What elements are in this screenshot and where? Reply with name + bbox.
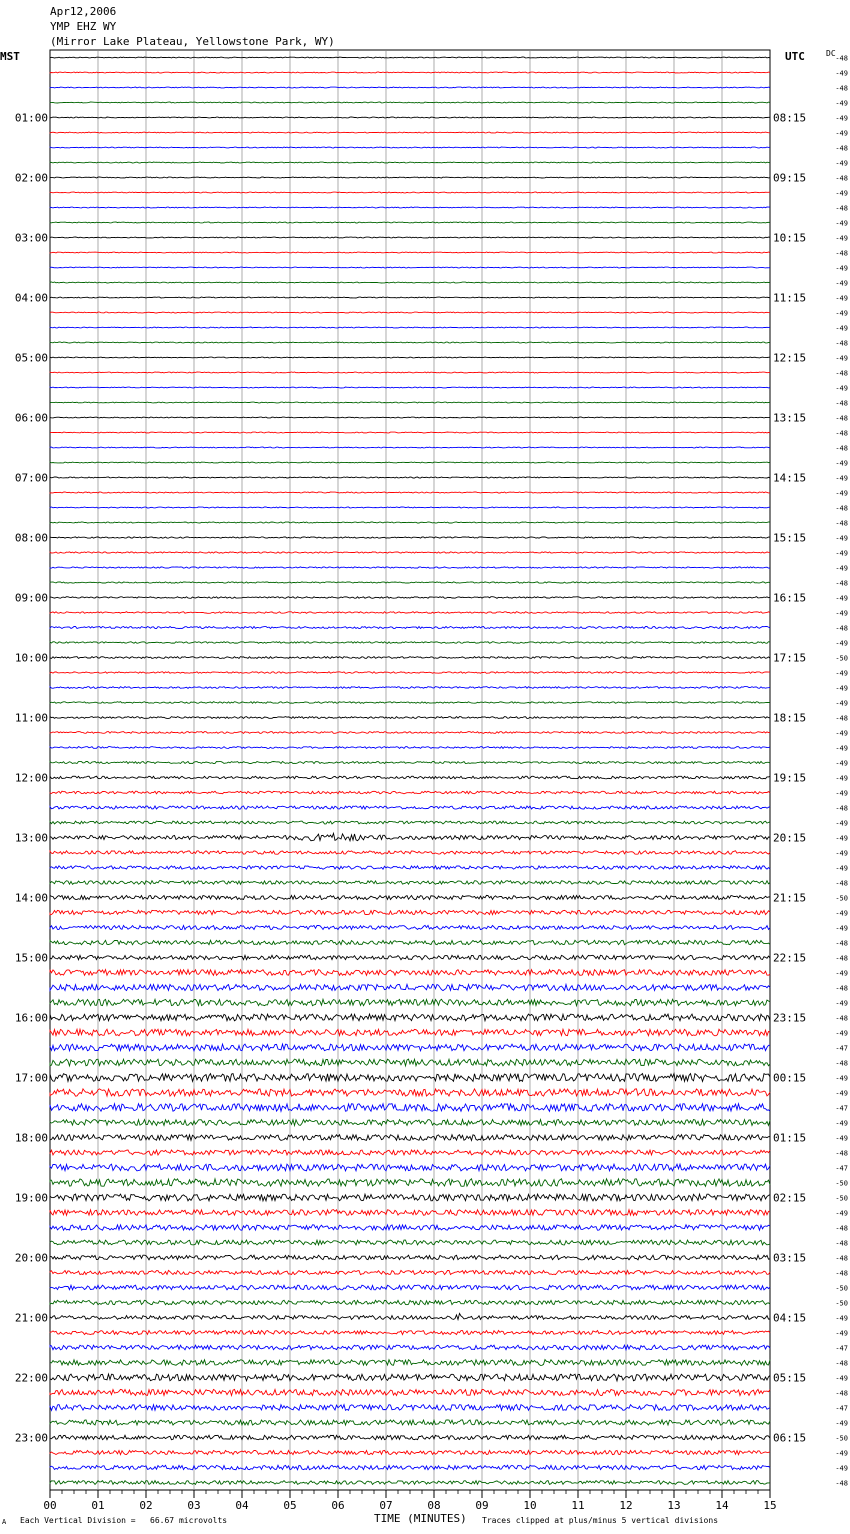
- dc-offset-label: -50: [835, 1284, 848, 1293]
- mst-hour-label: 21:00: [14, 1311, 48, 1325]
- mst-hour-label: 23:00: [14, 1431, 48, 1445]
- x-tick-label: 05: [283, 1499, 297, 1512]
- mst-hour-label: 13:00: [14, 831, 48, 845]
- dc-offset-label: -49: [835, 774, 848, 783]
- dc-offset-label: -48: [835, 714, 848, 723]
- corner-mark: A: [2, 1518, 7, 1526]
- dc-offset-label: -48: [835, 624, 848, 633]
- mst-hour-label: 07:00: [14, 471, 48, 485]
- dc-offset-label: -49: [835, 294, 848, 303]
- seismic-trace: [50, 1389, 770, 1395]
- mst-hour-label: 20:00: [14, 1251, 48, 1265]
- seismic-trace: [50, 1104, 770, 1112]
- dc-offset-label: -48: [835, 879, 848, 888]
- seismic-trace: [50, 477, 770, 478]
- seismic-trace: [50, 132, 770, 133]
- dc-offset-label: -48: [835, 204, 848, 213]
- seismic-trace: [50, 1014, 770, 1021]
- left-timezone-label: MST: [0, 50, 20, 63]
- x-tick-label: 12: [619, 1499, 633, 1512]
- dc-offset-label: -49: [835, 864, 848, 873]
- dc-offset-label: -49: [835, 234, 848, 243]
- dc-offset-label: -49: [835, 1089, 848, 1098]
- dc-offset-label: -49: [835, 264, 848, 273]
- mst-hour-label: 19:00: [14, 1191, 48, 1205]
- dc-offset-label: -50: [835, 1179, 848, 1188]
- utc-hour-label: 02:15: [773, 1191, 807, 1205]
- seismic-trace: [50, 1179, 770, 1187]
- dc-offset-label: -49: [835, 789, 848, 798]
- dc-offset-label: -49: [835, 699, 848, 708]
- seismic-trace: [50, 687, 770, 689]
- seismic-trace: [50, 732, 770, 734]
- seismic-trace: [50, 1360, 770, 1366]
- dc-offset-label: -49: [835, 594, 848, 603]
- seismic-trace: [50, 806, 770, 809]
- dc-offset-label: -48: [835, 144, 848, 153]
- dc-offset-label: -48: [835, 339, 848, 348]
- x-tick-label: 10: [523, 1499, 537, 1512]
- utc-hour-label: 01:15: [773, 1131, 807, 1145]
- dc-offset-label: -49: [835, 474, 848, 483]
- dc-offset-label: -48: [835, 1254, 848, 1263]
- dc-offset-label: -48: [835, 249, 848, 258]
- dc-offset-label: -49: [835, 69, 848, 78]
- seismic-trace: [50, 747, 770, 749]
- mst-hour-label: 10:00: [14, 651, 48, 665]
- x-tick-label: 11: [571, 1499, 585, 1512]
- mst-hour-label: 17:00: [14, 1071, 48, 1085]
- seismic-trace: [50, 102, 770, 103]
- mst-hour-label: 22:00: [14, 1371, 48, 1385]
- dc-offset-label: -47: [835, 1344, 848, 1353]
- dc-offset-label: -50: [835, 1434, 848, 1443]
- utc-hour-label: 13:15: [773, 411, 807, 425]
- seismic-trace: [50, 327, 770, 328]
- dc-offset-label: -48: [835, 399, 848, 408]
- seismic-trace: [50, 1270, 770, 1274]
- dc-offset-label: -48: [835, 939, 848, 948]
- dc-offset-label: -49: [835, 834, 848, 843]
- seismic-trace: [50, 1435, 770, 1439]
- seismic-trace: [50, 552, 770, 553]
- seismic-trace: [50, 1059, 770, 1066]
- dc-offset-label: -49: [835, 729, 848, 738]
- x-tick-label: 15: [763, 1499, 777, 1512]
- seismic-trace: [50, 252, 770, 253]
- seismic-trace: [50, 387, 770, 388]
- seismic-trace: [50, 940, 770, 944]
- seismic-trace: [50, 402, 770, 403]
- dc-offset-label: -49: [835, 1464, 848, 1473]
- dc-offset-label: -48: [835, 1269, 848, 1278]
- seismic-trace: [50, 492, 770, 493]
- dc-offset-label: -49: [835, 114, 848, 123]
- seismic-trace: [50, 162, 770, 163]
- seismic-trace: [50, 1074, 770, 1082]
- dc-offset-label: -48: [835, 1479, 848, 1488]
- seismic-trace: [50, 866, 770, 869]
- right-timezone-label: UTC: [785, 50, 805, 63]
- utc-hour-label: 08:15: [773, 111, 807, 125]
- seismic-trace: [50, 1285, 770, 1290]
- dc-offset-label: -49: [835, 924, 848, 933]
- utc-hour-label: 14:15: [773, 471, 807, 485]
- mst-hour-label: 15:00: [14, 951, 48, 965]
- dc-offset-label: -49: [835, 489, 848, 498]
- seismic-trace: [50, 237, 770, 238]
- seismic-trace: [50, 177, 770, 178]
- seismic-trace: [50, 833, 770, 840]
- dc-offset-label: -48: [835, 174, 848, 183]
- seismic-trace: [50, 1120, 770, 1126]
- dc-offset-label: -49: [835, 1419, 848, 1428]
- seismic-trace: [50, 267, 770, 268]
- dc-offset-label: -49: [835, 744, 848, 753]
- dc-offset-label: -49: [835, 759, 848, 768]
- dc-offset-label: -49: [835, 849, 848, 858]
- seismic-trace: [50, 851, 770, 854]
- dc-offset-label: -49: [835, 309, 848, 318]
- dc-offset-label: -50: [835, 1299, 848, 1308]
- seismic-trace: [50, 462, 770, 463]
- clip-note: Traces clipped at plus/minus 5 vertical divisions: [482, 1516, 719, 1525]
- utc-hour-label: 04:15: [773, 1311, 807, 1325]
- dc-offset-label: -48: [835, 984, 848, 993]
- seismic-trace: [50, 72, 770, 73]
- seismic-trace: [50, 970, 770, 976]
- seismic-trace: [50, 297, 770, 298]
- dc-offset-label: -48: [835, 54, 848, 63]
- mst-hour-label: 12:00: [14, 771, 48, 785]
- x-tick-label: 07: [379, 1499, 393, 1512]
- dc-offset-label: -49: [835, 1329, 848, 1338]
- dc-offset-label: -48: [835, 519, 848, 528]
- dc-offset-label: -49: [835, 324, 848, 333]
- dc-offset-label: -49: [835, 609, 848, 618]
- utc-hour-label: 17:15: [773, 651, 807, 665]
- mst-hour-label: 02:00: [14, 171, 48, 185]
- seismic-trace: [50, 984, 770, 990]
- dc-offset-label: -49: [835, 99, 848, 108]
- mst-hour-label: 05:00: [14, 351, 48, 365]
- x-tick-label: 14: [715, 1499, 729, 1512]
- dc-offset-label: -49: [835, 354, 848, 363]
- dc-offset-label: -48: [835, 1059, 848, 1068]
- utc-hour-label: 12:15: [773, 351, 807, 365]
- seismic-trace: [50, 821, 770, 824]
- seismic-trace: [50, 57, 770, 58]
- dc-offset-label: -49: [835, 1314, 848, 1323]
- utc-hour-label: 10:15: [773, 231, 807, 245]
- dc-offset-label: -48: [835, 954, 848, 963]
- seismic-trace: [50, 1225, 770, 1230]
- dc-offset-label: -48: [835, 369, 848, 378]
- dc-offset-label: -49: [835, 819, 848, 828]
- seismic-trace: [50, 117, 770, 118]
- dc-offset-label: -48: [835, 1149, 848, 1158]
- seismic-trace: [50, 1255, 770, 1260]
- dc-offset-label: -48: [835, 1359, 848, 1368]
- dc-offset-label: -49: [835, 1134, 848, 1143]
- dc-offset-label: -50: [835, 654, 848, 663]
- seismic-trace: [50, 1089, 770, 1096]
- seismic-trace: [50, 672, 770, 674]
- dc-offset-label: -49: [835, 1374, 848, 1383]
- seismic-trace: [50, 1330, 770, 1334]
- utc-hour-label: 11:15: [773, 291, 807, 305]
- utc-hour-label: 16:15: [773, 591, 807, 605]
- x-tick-label: 09: [475, 1499, 489, 1512]
- seismic-trace: [50, 222, 770, 223]
- dc-offset-label: -49: [835, 564, 848, 573]
- station-code: YMP EHZ WY: [50, 20, 117, 33]
- x-tick-label: 01: [91, 1499, 105, 1512]
- seismic-trace: [50, 1164, 770, 1171]
- seismic-trace: [50, 1210, 770, 1216]
- seismic-trace: [50, 1481, 770, 1485]
- utc-hour-label: 00:15: [773, 1071, 807, 1085]
- dc-offset-label: -50: [835, 1194, 848, 1203]
- dc-offset-label: -49: [835, 1449, 848, 1458]
- dc-offset-label: -49: [835, 684, 848, 693]
- seismic-trace: [50, 642, 770, 644]
- dc-offset-label: -47: [835, 1044, 848, 1053]
- dc-offset-label: -49: [835, 969, 848, 978]
- utc-hour-label: 03:15: [773, 1251, 807, 1265]
- dc-offset-label: -49: [835, 534, 848, 543]
- utc-hour-label: 20:15: [773, 831, 807, 845]
- seismic-trace: [50, 881, 770, 885]
- dc-offset-label: -48: [835, 1239, 848, 1248]
- seismic-trace: [50, 87, 770, 88]
- seismic-trace: [50, 1313, 770, 1319]
- seismic-trace: [50, 925, 770, 929]
- dc-offset-label: -49: [835, 189, 848, 198]
- dc-offset-label: -49: [835, 219, 848, 228]
- seismic-trace: [50, 432, 770, 433]
- seismic-trace: [50, 447, 770, 448]
- dc-offset-label: -49: [835, 639, 848, 648]
- seismic-trace: [50, 1465, 770, 1469]
- station-location: (Mirror Lake Plateau, Yellowstone Park, WY): [50, 35, 335, 48]
- x-tick-label: 00: [43, 1499, 57, 1512]
- seismic-trace: [50, 612, 770, 614]
- x-tick-label: 08: [427, 1499, 441, 1512]
- utc-hour-label: 22:15: [773, 951, 807, 965]
- mst-hour-label: 06:00: [14, 411, 48, 425]
- mst-hour-label: 14:00: [14, 891, 48, 905]
- dc-offset-label: -49: [835, 1119, 848, 1128]
- dc-offset-label: -48: [835, 579, 848, 588]
- seismic-trace: [50, 1150, 770, 1155]
- seismic-trace: [50, 342, 770, 343]
- utc-hour-label: 18:15: [773, 711, 807, 725]
- seismic-trace: [50, 762, 770, 764]
- dc-offset-label: -47: [835, 1164, 848, 1173]
- dc-offset-label: -49: [835, 669, 848, 678]
- seismic-trace: [50, 582, 770, 583]
- seismic-trace: [50, 895, 770, 899]
- seismic-trace: [50, 999, 770, 1005]
- utc-hour-label: 15:15: [773, 531, 807, 545]
- dc-offset-label: -48: [835, 414, 848, 423]
- seismic-trace: [50, 657, 770, 659]
- seismic-trace: [50, 791, 770, 794]
- mst-hour-label: 18:00: [14, 1131, 48, 1145]
- dc-offset-label: -48: [835, 1014, 848, 1023]
- dc-label: DC: [826, 49, 836, 58]
- dc-offset-label: -49: [835, 549, 848, 558]
- seismic-trace: [50, 507, 770, 508]
- x-tick-label: 06: [331, 1499, 345, 1512]
- seismic-trace: [50, 1240, 770, 1245]
- seismic-trace: [50, 627, 770, 629]
- chart-date: Apr12,2006: [50, 5, 117, 18]
- dc-offset-label: -49: [835, 459, 848, 468]
- dc-offset-label: -48: [835, 444, 848, 453]
- dc-offset-label: -48: [835, 84, 848, 93]
- utc-hour-label: 21:15: [773, 891, 807, 905]
- seismic-trace: [50, 1135, 770, 1141]
- seismic-trace: [50, 192, 770, 193]
- dc-offset-label: -49: [835, 999, 848, 1008]
- seismic-trace: [50, 522, 770, 523]
- dc-offset-label: -48: [835, 504, 848, 513]
- dc-offset-label: -49: [835, 1029, 848, 1038]
- dc-offset-label: -48: [835, 1389, 848, 1398]
- dc-offset-label: -47: [835, 1404, 848, 1413]
- seismic-trace: [50, 597, 770, 599]
- dc-offset-label: -49: [835, 129, 848, 138]
- plot-frame: [50, 50, 770, 1490]
- mst-hour-label: 04:00: [14, 291, 48, 305]
- dc-offset-label: -49: [835, 159, 848, 168]
- utc-hour-label: 09:15: [773, 171, 807, 185]
- seismic-trace: [50, 567, 770, 568]
- mst-hour-label: 09:00: [14, 591, 48, 605]
- seismic-trace: [50, 1450, 770, 1454]
- utc-hour-label: 05:15: [773, 1371, 807, 1385]
- seismic-trace: [50, 537, 770, 538]
- utc-hour-label: 19:15: [773, 771, 807, 785]
- x-tick-label: 02: [139, 1499, 153, 1512]
- x-axis-label: TIME (MINUTES): [374, 1512, 467, 1525]
- mst-hour-label: 08:00: [14, 531, 48, 545]
- seismic-trace: [50, 1300, 770, 1304]
- seismic-trace: [50, 1044, 770, 1051]
- seismic-trace: [50, 1420, 770, 1425]
- utc-hour-label: 06:15: [773, 1431, 807, 1445]
- seismic-trace: [50, 1374, 770, 1381]
- seismic-trace: [50, 910, 770, 914]
- seismic-trace: [50, 702, 770, 704]
- x-tick-label: 03: [187, 1499, 201, 1512]
- seismic-trace: [50, 282, 770, 283]
- seismic-trace: [50, 1345, 770, 1350]
- dc-offset-label: -49: [835, 1074, 848, 1083]
- x-tick-label: 13: [667, 1499, 681, 1512]
- dc-offset-label: -49: [835, 279, 848, 288]
- seismic-trace: [50, 955, 770, 959]
- mst-hour-label: 01:00: [14, 111, 48, 125]
- seismic-trace: [50, 207, 770, 208]
- mst-hour-label: 11:00: [14, 711, 48, 725]
- dc-offset-label: -49: [835, 909, 848, 918]
- mst-hour-label: 03:00: [14, 231, 48, 245]
- dc-offset-label: -49: [835, 1209, 848, 1218]
- dc-offset-label: -48: [835, 804, 848, 813]
- dc-offset-label: -50: [835, 894, 848, 903]
- seismic-trace: [50, 357, 770, 358]
- seismic-trace: [50, 417, 770, 418]
- seismic-trace: [50, 372, 770, 373]
- seismic-trace: [50, 776, 770, 779]
- dc-offset-label: -49: [835, 384, 848, 393]
- seismic-trace: [50, 1405, 770, 1411]
- seismic-trace: [50, 312, 770, 313]
- seismic-trace: [50, 147, 770, 148]
- vertical-scale-note: Each Vertical Division = 66.67 microvolts: [20, 1516, 228, 1525]
- seismic-trace: [50, 717, 770, 719]
- mst-hour-label: 16:00: [14, 1011, 48, 1025]
- seismic-trace: [50, 1194, 770, 1201]
- seismic-trace: [50, 1029, 770, 1035]
- dc-offset-label: -48: [835, 1224, 848, 1233]
- x-tick-label: 04: [235, 1499, 249, 1512]
- utc-hour-label: 23:15: [773, 1011, 807, 1025]
- dc-offset-label: -48: [835, 429, 848, 438]
- dc-offset-label: -47: [835, 1104, 848, 1113]
